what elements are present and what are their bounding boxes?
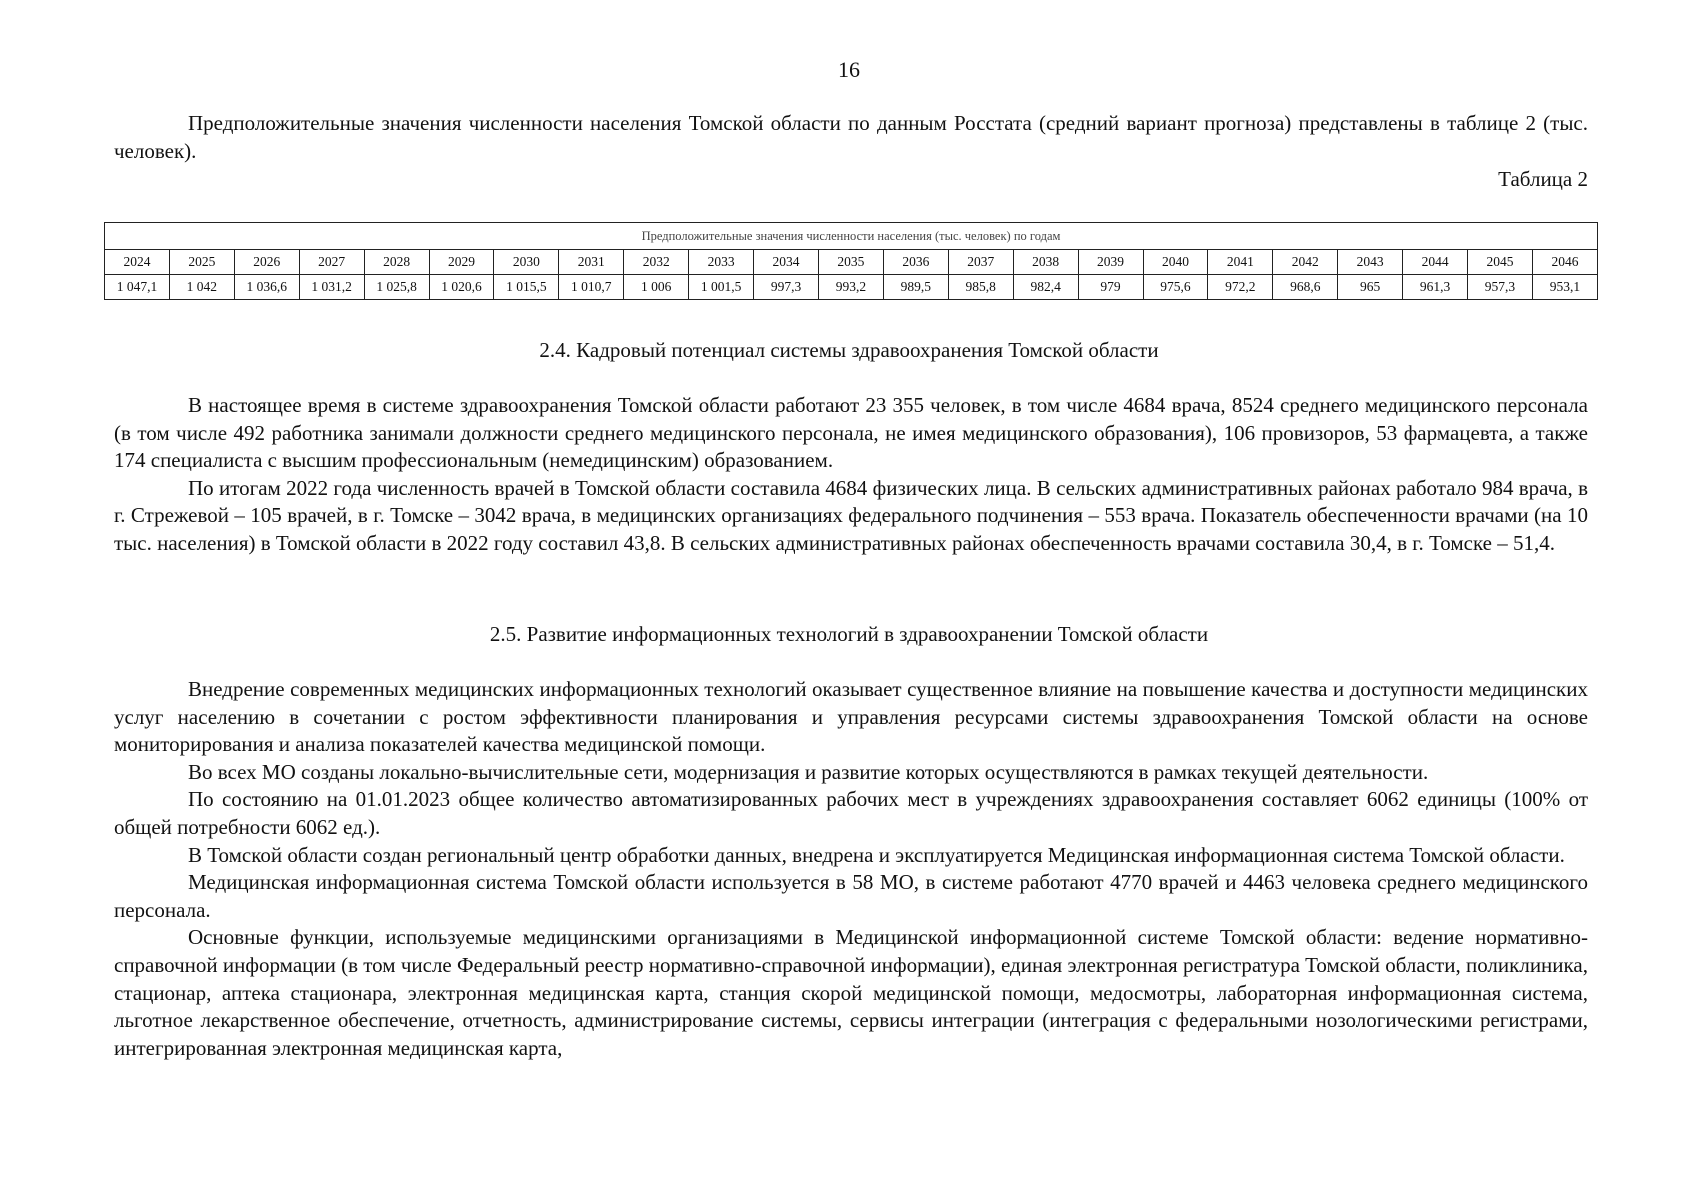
value-cell: 972,2 (1208, 275, 1273, 300)
value-cell: 953,1 (1532, 275, 1597, 300)
page-number: 16 (838, 57, 860, 82)
table-values-row (105, 275, 1598, 300)
year-cell: 2025 (169, 250, 234, 275)
year-cell: 2034 (754, 250, 819, 275)
year-cell: 2043 (1338, 250, 1403, 275)
value-cell: 985,8 (948, 275, 1013, 300)
value-cell: 979 (1078, 275, 1143, 300)
year-cell: 2037 (948, 250, 1013, 275)
year-cell: 2027 (299, 250, 364, 275)
year-cell: 2040 (1143, 250, 1208, 275)
year-cell: 2024 (105, 250, 170, 275)
year-cell: 2029 (429, 250, 494, 275)
value-cell: 1 015,5 (494, 275, 559, 300)
value-cell: 1 031,2 (299, 275, 364, 300)
value-cell: 975,6 (1143, 275, 1208, 300)
value-cell: 997,3 (754, 275, 819, 300)
table-label: Таблица 2 (1498, 167, 1588, 191)
year-cell: 2044 (1403, 250, 1468, 275)
year-cell: 2030 (494, 250, 559, 275)
value-cell: 1 001,5 (689, 275, 754, 300)
section-2-4-body (114, 392, 1588, 558)
section-heading-2-4: 2.4. Кадровый потенциал системы здравоохранения Томской области (539, 338, 1159, 362)
section-heading-2-5: 2.5. Развитие информационных технологий в здравоохранении Томской области (489, 622, 1209, 646)
year-cell: 2032 (624, 250, 689, 275)
year-cell: 2026 (234, 250, 299, 275)
value-cell: 989,5 (883, 275, 948, 300)
value-cell: 1 010,7 (559, 275, 624, 300)
year-cell: 2045 (1468, 250, 1533, 275)
table-caption: Предположительные значения численности населения (тыс. человек) по годам (105, 223, 1598, 250)
value-cell: 1 042 (169, 275, 234, 300)
population-table (104, 222, 1598, 300)
value-cell: 1 036,6 (234, 275, 299, 300)
section-2-5-body (114, 676, 1588, 1062)
table-label-block (114, 166, 1588, 193)
paragraph: В настоящее время в системе здравоохранения Томской области работают 23 355 человек, в том числе 4684 врача, 8524 среднего медицинского персонала (в том числе 492 работника занимали должности среднего медицинского персонала, не имея медицинского образования), 106 провизоров, 53 фармацевта, а также 174 специалиста с высшим профессиональным (немедицинским) образованием. (114, 393, 1588, 473)
value-cell: 957,3 (1468, 275, 1533, 300)
paragraph: В Томской области создан региональный центр обработки данных, внедрена и эксплуатируется Медицинская информационная система Томской области. (188, 842, 1565, 867)
paragraph: Во всех МО созданы локально-вычислительные сети, модернизация и развитие которых осуществляются в рамках текущей деятельности. (188, 759, 1429, 784)
year-cell: 2046 (1532, 250, 1597, 275)
year-cell: 2033 (689, 250, 754, 275)
year-cell: 2041 (1208, 250, 1273, 275)
year-cell: 2042 (1273, 250, 1338, 275)
table-header-row (105, 250, 1598, 275)
value-cell: 1 006 (624, 275, 689, 300)
paragraph: Внедрение современных медицинских информационных технологий оказывает существенное влияние на повышение качества и доступности медицинских услуг населению в сочетании с ростом эффективности планирования и управления ресурсами системы здравоохранения Томской области на основе мониторирования и анализа показателей качества медицинской помощи. (114, 677, 1588, 757)
paragraph: По состоянию на 01.01.2023 общее количество автоматизированных рабочих мест в учреждениях здравоохранения составляет 6062 единицы (100% от общей потребности 6062 ед.). (114, 787, 1588, 839)
value-cell: 1 025,8 (364, 275, 429, 300)
value-cell: 961,3 (1403, 275, 1468, 300)
value-cell: 993,2 (818, 275, 883, 300)
paragraph: Медицинская информационная система Томской области используется в 58 МО, в системе работают 4770 врачей и 4463 человека среднего медицинского персонала. (114, 870, 1588, 922)
value-cell: 965 (1338, 275, 1403, 300)
value-cell: 1 047,1 (105, 275, 170, 300)
year-cell: 2036 (883, 250, 948, 275)
intro-paragraph: Предположительные значения численности населения Томской области по данным Росстата (средний вариант прогноза) представлены в таблице 2 (тыс. человек). (114, 111, 1588, 163)
year-cell: 2039 (1078, 250, 1143, 275)
value-cell: 1 020,6 (429, 275, 494, 300)
year-cell: 2035 (818, 250, 883, 275)
year-cell: 2038 (1013, 250, 1078, 275)
value-cell: 968,6 (1273, 275, 1338, 300)
paragraph: Основные функции, используемые медицинскими организациями в Медицинской информационной системе Томской области: ведение нормативно-справочной информации (в том числе Федеральный реестр нормативно-справочной информации), единая электронная регистратура Томской области, поликлиника, стационар, аптека стационара, электронная медицинская карта, станция скорой медицинской помощи, медосмотры, лабораторная информационная система, льготное лекарственное обеспечение, отчетность, администрирование системы, сервисы интеграции (интеграция с федеральными нозологическими регистрами, интегрированная электронная медицинская карта, (114, 925, 1588, 1060)
value-cell: 982,4 (1013, 275, 1078, 300)
year-cell: 2028 (364, 250, 429, 275)
paragraph: По итогам 2022 года численность врачей в Томской области составила 4684 физических лица. В сельских административных районах работало 984 врача, в г. Стрежевой – 105 врачей, в г. Томске – 3042 врача, в медицинских организациях федерального подчинения – 553 врача. Показатель обеспеченности врачами (на 10 тыс. населения) в Томской области в 2022 году составил 43,8. В сельских административных районах обеспеченность врачами составила 30,4, в г. Томске – 51,4. (114, 475, 1588, 555)
intro-block (114, 110, 1588, 165)
year-cell: 2031 (559, 250, 624, 275)
